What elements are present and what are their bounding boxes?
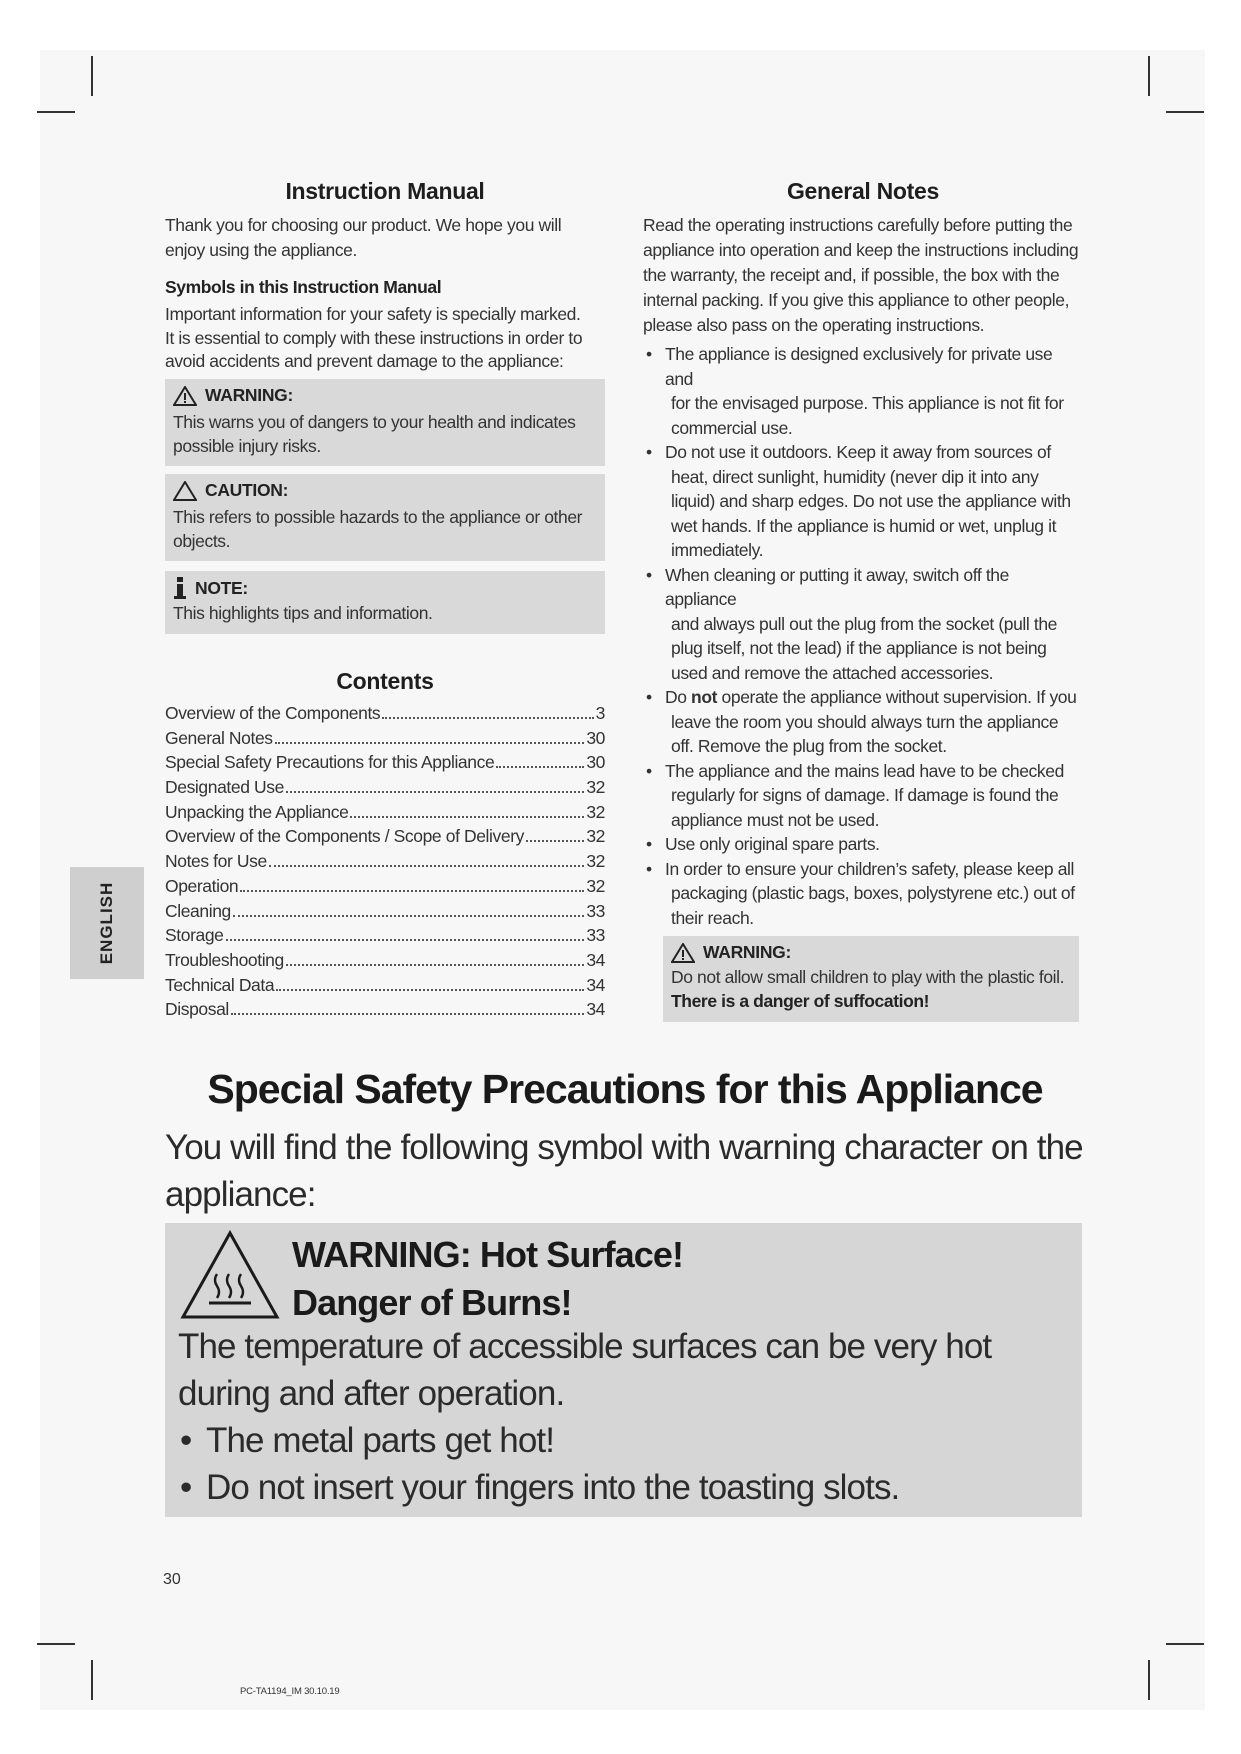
toc-entry	[165, 901, 605, 926]
special-safety-heading: Special Safety Precautions for this Appliance	[207, 1066, 1043, 1112]
toc-entry-page: 32	[586, 851, 605, 872]
caution-triangle-icon	[173, 481, 197, 501]
caution-header	[173, 480, 597, 501]
warning-triangle-icon	[671, 943, 695, 963]
crop-mark	[37, 1643, 75, 1645]
toc-entry-page: 34	[586, 999, 605, 1020]
toc-entry-page: 3	[595, 703, 605, 723]
list-item: • The appliance and the mains lead have to be checked regularly for signs of damage. If damage is found the appliance must not be used.	[646, 760, 1064, 830]
list-item: • When cleaning or putting it away, switch off the appliance and always pull out the plug from the socket (pull the plug itself, not the lead) if the appliance is not being used and remove the attached accessories.	[646, 564, 1057, 683]
toc-leader-dots	[226, 939, 585, 941]
note-header	[173, 577, 597, 599]
toc-entry-page: 32	[586, 801, 605, 822]
symbols-text-2: It is essential to comply with these instructions in order to avoid accidents and prevent damage to the appliance:	[165, 328, 583, 371]
toc-entry	[165, 999, 605, 1024]
symbols-heading: Symbols in this Instruction Manual	[165, 277, 442, 297]
toc-entry-label: Notes for Use	[165, 851, 267, 872]
left-column	[165, 178, 605, 1024]
toc-entry-label: Overview of the Components	[165, 703, 381, 723]
caution-box	[165, 474, 605, 561]
toc-entry-label: Special Safety Precautions for this Appliance	[165, 752, 495, 773]
toc-leader-dots	[240, 890, 584, 892]
toc-entry-label: Operation	[165, 875, 239, 896]
toc-entry-page: 32	[586, 777, 605, 798]
general-notes-heading: General Notes	[786, 178, 940, 204]
crop-mark	[1166, 1643, 1204, 1645]
crop-mark	[91, 1660, 93, 1700]
toc-entry-page: 33	[586, 925, 605, 946]
list-item: • Use only original spare parts.	[646, 834, 880, 854]
toc-entry-page: 30	[586, 727, 605, 748]
hot-surface-icon	[179, 1229, 281, 1321]
table-of-contents	[165, 703, 605, 1024]
warning-text: This warns you of dangers to your health and indicates possible injury risks.	[173, 412, 576, 456]
toc-entry-label: Disposal	[165, 999, 229, 1020]
special-safety-intro: You will find the following symbol with warning character on the appliance:	[165, 1128, 1083, 1214]
note-text: This highlights tips and information.	[173, 603, 433, 623]
toc-entry-page: 32	[586, 826, 605, 847]
hot-surface-warning-line2: Danger of Burns!	[292, 1282, 572, 1323]
toc-entry-label: Unpacking the Appliance	[165, 801, 349, 822]
toc-leader-dots	[382, 717, 593, 719]
toc-entry	[165, 777, 605, 802]
right-column	[643, 178, 1083, 1022]
intro-text: Thank you for choosing our product. We hope you will enjoy using the appliance.	[165, 215, 562, 260]
toc-entry	[165, 728, 605, 753]
toc-leader-dots	[350, 816, 584, 818]
toc-entry-page: 33	[586, 900, 605, 921]
toc-entry-page: 32	[586, 875, 605, 896]
warning-triangle-icon	[173, 386, 197, 406]
toc-entry	[165, 876, 605, 901]
toc-entry-label: Designated Use	[165, 777, 284, 798]
toc-entry-label: Storage	[165, 925, 224, 946]
toc-entry	[165, 802, 605, 827]
toc-leader-dots	[275, 742, 585, 744]
hot-surface-warning-box	[165, 1223, 1082, 1517]
toc-entry	[165, 950, 605, 975]
symbols-text-1: Important information for your safety is specially marked.	[165, 304, 581, 324]
crop-mark	[1166, 111, 1204, 113]
toc-leader-dots	[286, 964, 584, 966]
list-item: • Do not use it outdoors. Keep it away from sources of heat, direct sunlight, humidity (never dip it into any liquid) and sharp edges. Do not use the appliance with wet hands. If the appliance is humid or wet, unplug it immediately.	[646, 442, 1071, 560]
hot-surface-warning-line1: WARNING: Hot Surface!	[292, 1234, 684, 1275]
list-item: • The appliance is designed exclusively for private use and for the envisaged purpose. This appliance is not fit for commercial use.	[646, 344, 1064, 438]
warning-box	[165, 379, 605, 466]
instruction-manual-heading: Instruction Manual	[285, 178, 485, 204]
toc-entry-label: Troubleshooting	[165, 949, 284, 970]
list-item: • The metal parts get hot!	[180, 1421, 555, 1460]
toc-entry	[165, 925, 605, 950]
crop-mark	[91, 56, 93, 96]
toc-entry-label: Technical Data	[165, 974, 275, 995]
list-item: • In order to ensure your children’s safety, please keep all packaging (plastic bags, boxes, polystyrene etc.) out of their reach.	[646, 858, 1075, 928]
toc-leader-dots	[231, 1013, 584, 1015]
toc-leader-dots	[233, 915, 584, 917]
toc-entry-label: General Notes	[165, 727, 273, 748]
toc-leader-dots	[276, 989, 584, 991]
toc-entry-page: 30	[586, 752, 605, 773]
language-tab-label: ENGLISH	[97, 881, 116, 965]
toc-leader-dots	[269, 865, 585, 867]
crop-mark	[1148, 1660, 1150, 1700]
toc-leader-dots	[526, 840, 584, 842]
suffocation-warning-bold: There is a danger of suffocation!	[671, 991, 930, 1011]
hot-surface-list	[178, 1417, 1068, 1511]
toc-leader-dots	[496, 766, 584, 768]
language-tab	[70, 867, 144, 979]
hot-surface-warning-title	[292, 1231, 683, 1327]
note-box	[165, 571, 605, 634]
suffocation-warning-box	[663, 936, 1079, 1022]
toc-entry	[165, 752, 605, 777]
suffocation-warning-label: WARNING:	[703, 942, 792, 962]
contents-heading: Contents	[336, 668, 434, 694]
crop-mark	[1148, 56, 1150, 96]
info-icon	[173, 577, 187, 599]
caution-text: This refers to possible hazards to the appliance or other objects.	[173, 507, 583, 551]
toc-entry	[165, 851, 605, 876]
toc-entry-page: 34	[586, 974, 605, 995]
hot-surface-body	[178, 1323, 1068, 1511]
toc-entry	[165, 826, 605, 851]
footer-code: PC-TA1194_IM 30.10.19	[240, 1686, 340, 1697]
warning-label: WARNING:	[205, 385, 294, 405]
list-item: • Do not insert your fingers into the toasting slots.	[180, 1468, 900, 1507]
suffocation-warning-text: Do not allow small children to play with the plastic foil.	[671, 967, 1065, 987]
toc-entry-label: Cleaning	[165, 900, 231, 921]
suffocation-warning-header	[671, 942, 1071, 963]
general-notes-intro: Read the operating instructions carefully before putting the appliance into operation and keep the instructions including the warranty, the receipt and, if possible, the box with the internal packing. If you give this appliance to other people, please also pass on the operating instructions.	[643, 215, 1079, 335]
page-number: 30	[163, 1571, 181, 1588]
toc-entry-label: Overview of the Components / Scope of Delivery	[165, 826, 524, 847]
list-item: • Do not operate the appliance without supervision. If you leave the room you should always turn the appliance off. Remove the plug from the socket.	[646, 687, 1077, 756]
toc-entry-page: 34	[586, 949, 605, 970]
general-notes-list	[643, 342, 1083, 930]
toc-entry	[165, 703, 605, 728]
warning-header	[173, 385, 597, 406]
toc-entry	[165, 975, 605, 1000]
caution-label: CAUTION:	[205, 480, 289, 500]
toc-leader-dots	[286, 791, 584, 793]
note-label: NOTE:	[195, 577, 248, 598]
crop-mark	[37, 111, 75, 113]
hot-surface-text: The temperature of accessible surfaces can be very hot during and after operation.	[178, 1327, 992, 1413]
